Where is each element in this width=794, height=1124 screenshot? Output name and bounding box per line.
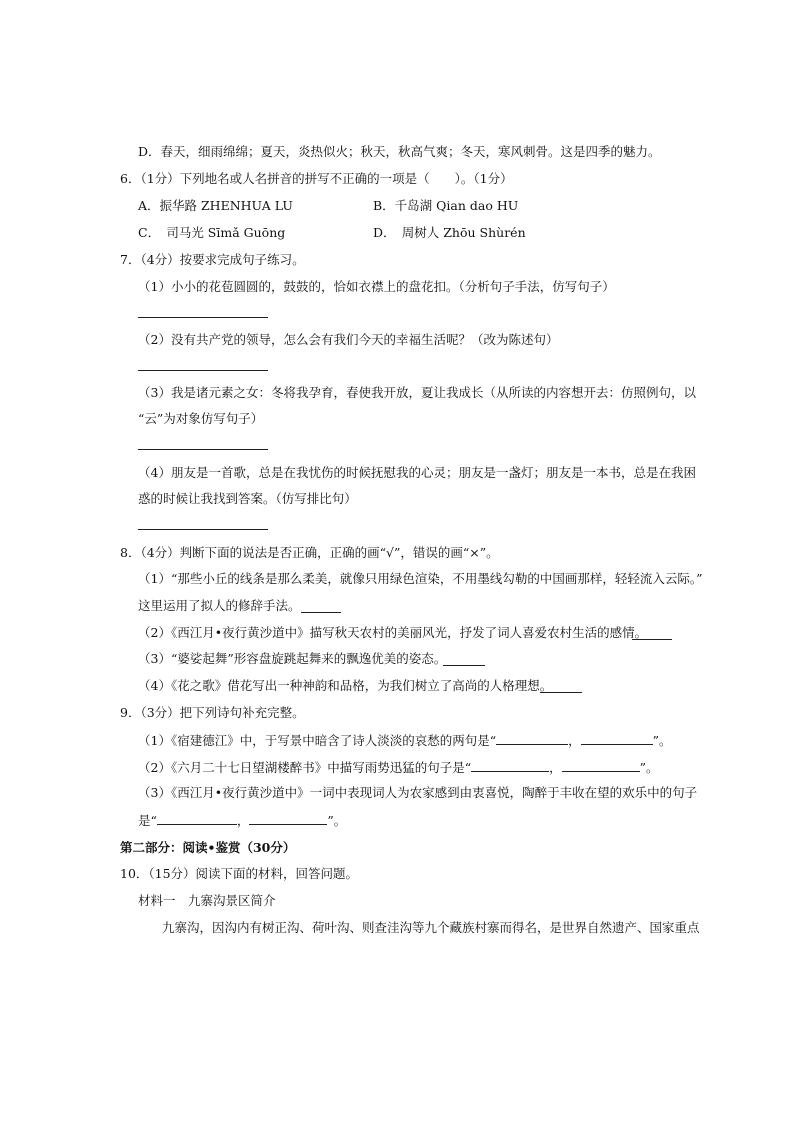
q7-item-1: （1）小小的花苞圆圆的，鼓鼓的，恰如衣襟上的盘花扣。（分析句子手法，仿写句子） xyxy=(138,279,615,294)
q9-item-3-line-1: （3）《西江月•夜行黄沙道中》一词中表现词人为农家感到由衷喜悦，陶醉于丰收在望的欢乐中的句子 xyxy=(138,785,698,800)
close-quote: ”。 xyxy=(652,733,672,748)
q10-stem: 10．（15分）阅读下面的材料，回答问题。 xyxy=(120,866,359,881)
q6-stem: 6．（1分）下列地名或人名拼音的拼写不正确的一项是（ ）。（1分） xyxy=(120,171,513,186)
q9-item-3-line-2 xyxy=(138,812,346,829)
comma: ， xyxy=(549,760,562,775)
part-2-heading: 第二部分：阅读•鉴赏（30分） xyxy=(120,840,296,855)
q8-answer-blank-2[interactable] xyxy=(632,639,672,640)
q7-answer-line-3[interactable] xyxy=(138,449,268,450)
close-quote: ”。 xyxy=(639,760,659,775)
q8-answer-blank-1[interactable] xyxy=(301,612,341,613)
comma: ， xyxy=(236,813,250,828)
comma: ， xyxy=(568,733,581,748)
q9-item-2-blank-a[interactable] xyxy=(471,759,549,772)
q7-item-2: （2）没有共产党的领导，怎么会有我们今天的幸福生活呢？（改为陈述句） xyxy=(138,332,559,347)
q8-item-2: （2）《西江月•夜行黄沙道中》描写秋天农村的美丽风光，抒发了词人喜爱农村生活的感情。 xyxy=(138,625,648,640)
q8-item-4: （4）《花之歌》借花写出一种神韵和品格，为我们树立了高尚的人格理想。 xyxy=(138,678,553,693)
q6-option-b: B．千岛湖 Qian dao HU xyxy=(373,198,519,213)
q6-option-a: A．振华路 ZHENHUA LU xyxy=(138,198,293,213)
q9-item-1-blank-a[interactable] xyxy=(496,732,568,745)
q7-answer-line-2[interactable] xyxy=(138,370,268,371)
close-quote: ”。 xyxy=(327,813,347,828)
q10-material-text: 九寨沟，因沟内有树正沟、荷叶沟、则查洼沟等九个藏族村寨而得名，是世界自然遗产、国家重点 xyxy=(162,920,700,935)
q8-item-3: （3）“婆娑起舞”形容盘旋跳起舞来的飘逸优美的姿态。 xyxy=(138,651,447,666)
q8-item-1-line-2: 这里运用了拟人的修辞手法。 xyxy=(138,598,301,613)
q8-answer-blank-3[interactable] xyxy=(443,665,485,666)
q9-item-3-blank-a[interactable] xyxy=(157,812,237,825)
q9-item-2-text: （2）《六月二十七日望湖楼醉书》中描写雨势迅猛的句子是“ xyxy=(138,760,472,775)
q8-item-1-line-1: （1）“那些小丘的线条是那么柔美，就像只用绿色渲染，不用墨线勾勒的中国画那样，轻轻流入云际。” xyxy=(138,571,703,586)
q7-answer-line-1[interactable] xyxy=(138,317,268,318)
q7-item-4-line-1: （4）朋友是一首歌，总是在我忧伤的时候抚慰我的心灵；朋友是一盏灯；朋友是一本书，总是在我困 xyxy=(138,465,696,480)
q6-option-c: C． 司马光 Sīmǎ Guōng xyxy=(138,225,286,240)
q7-stem: 7．（4分）按要求完成句子练习。 xyxy=(120,252,305,267)
q8-answer-blank-4[interactable] xyxy=(540,692,582,693)
q6-option-d: D． 周树人 Zhōu Shùrén xyxy=(373,225,526,240)
q7-item-3-line-1: （3）我是诸元素之女：冬将我孕育，春使我开放，夏让我成长（从所读的内容想开去：仿照例句，以 xyxy=(138,385,696,400)
q9-item-3-blank-b[interactable] xyxy=(249,812,327,825)
q7-item-3-line-2: “云”为对象仿写句子） xyxy=(138,411,264,426)
q7-answer-line-4[interactable] xyxy=(138,529,268,530)
q10-material-title: 材料一 九寨沟景区简介 xyxy=(138,893,276,908)
q9-item-1-text: （1）《宿建德江》中，于写景中暗含了诗人淡淡的哀愁的两句是“ xyxy=(138,733,497,748)
q9-item-1-blank-b[interactable] xyxy=(581,732,653,745)
q8-stem: 8．（4分）判断下面的说法是否正确，正确的画“√”，错误的画“×”。 xyxy=(120,545,499,560)
q5-option-d: D．春天，细雨绵绵；夏天，炎热似火；秋天，秋高气爽；冬天，寒风刺骨。这是四季的魅力。 xyxy=(138,144,661,159)
q9-item-1 xyxy=(138,732,672,749)
q7-item-4-line-2: 惑的时候让我找到答案。（仿写排比句） xyxy=(138,491,357,506)
q9-item-2-blank-b[interactable] xyxy=(562,759,640,772)
q9-item-2 xyxy=(138,759,659,776)
q9-item-3-text: 是“ xyxy=(138,813,157,828)
q9-stem: 9．（3分）把下列诗句补充完整。 xyxy=(120,705,305,720)
